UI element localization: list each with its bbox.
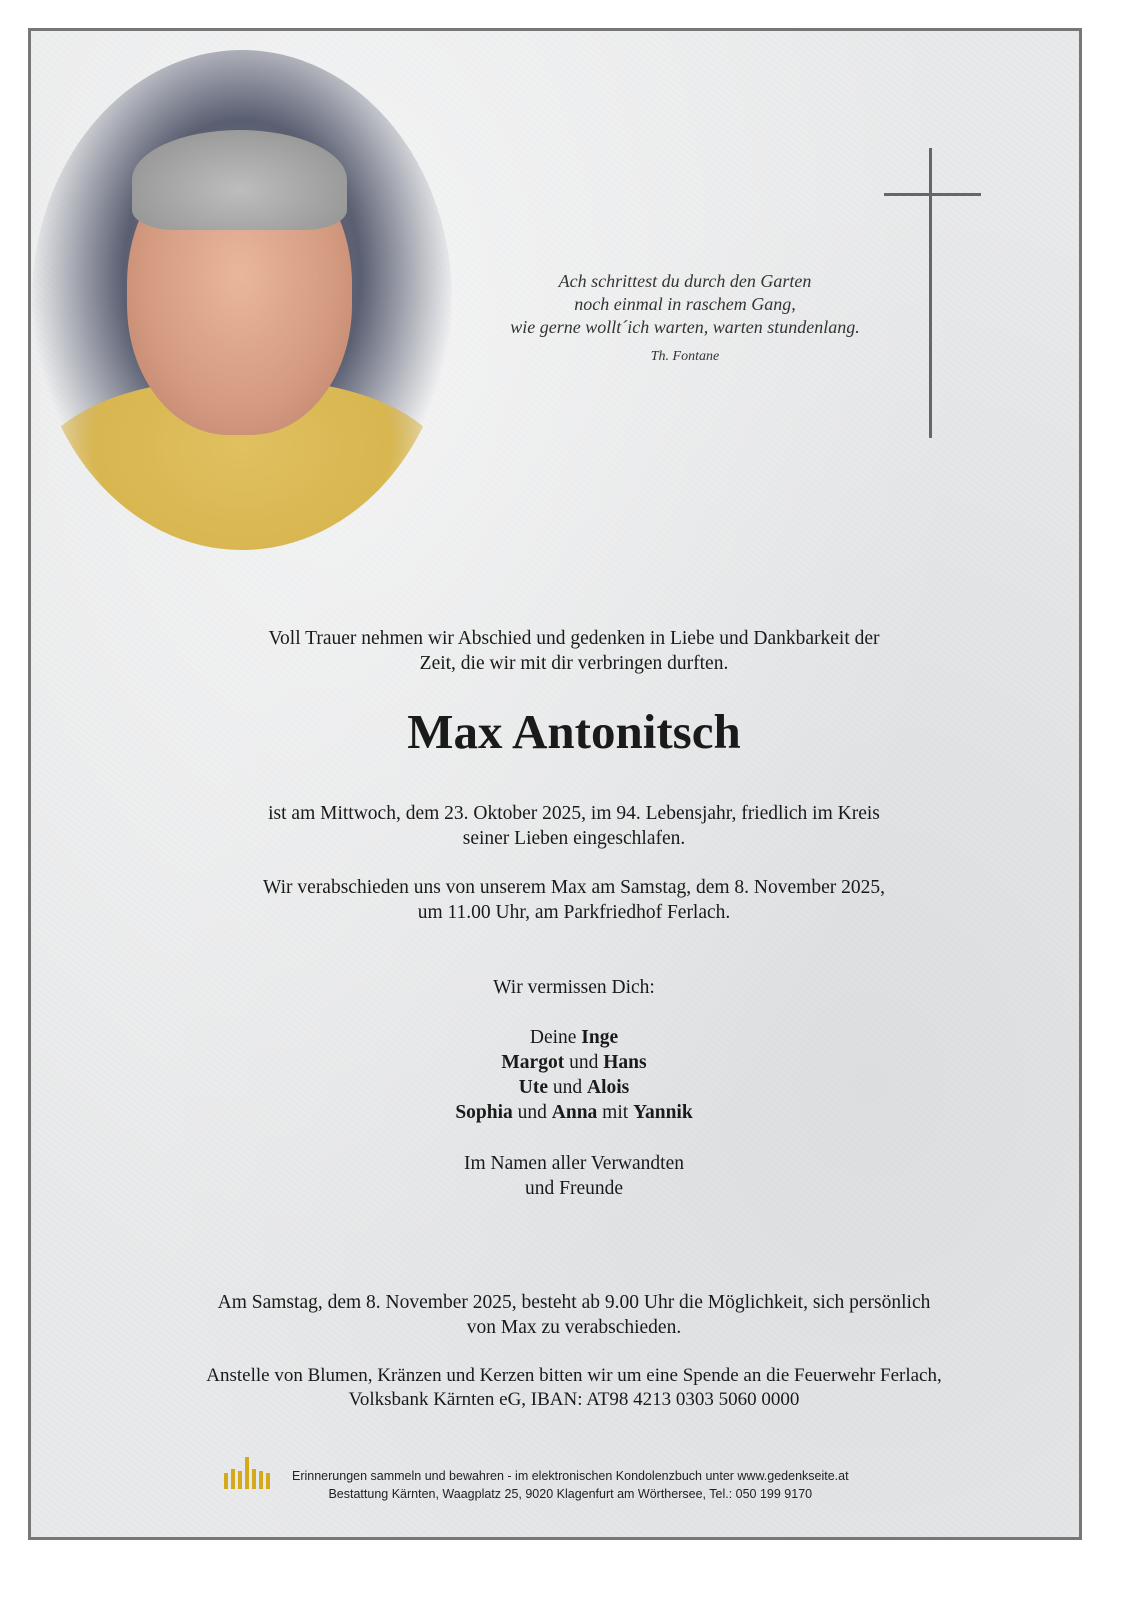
portrait-photo [32,50,452,550]
relatives-line: und Freunde [524,1178,624,1199]
quote-line: Ach schrittest du durch den Garten [558,271,812,291]
death-line: ist am Mittwoch, dem 23. Oktober 2025, im 94. Lebensjahr, friedlich im Kreis [268,803,880,824]
mourner-line: Sophia und Anna mit Yannik [455,1102,693,1123]
donation-line: Anstelle von Blumen, Kränzen und Kerzen bitten wir um eine Spende an die Feuerwehr Ferlach, [206,1365,942,1386]
cross-icon-bar [884,193,981,196]
funeral-line: um 11.00 Uhr, am Parkfriedhof Ferlach. [417,902,731,923]
footer [220,1455,920,1505]
footer-line: Erinnerungen sammeln und bewahren - im elektronischen Kondolenzbuch unter www.gedenkseite.at [292,1469,849,1483]
photo-hair [132,130,347,230]
intro-text [100,626,1048,676]
cross-icon [929,148,932,438]
viewing-text [100,1290,1048,1340]
mourners-list [100,1025,1048,1125]
quote-author: Th. Fontane [650,349,720,364]
bestattung-logo-icon [220,1455,280,1495]
death-line: seiner Lieben eingeschlafen. [462,828,686,849]
death-text [100,801,1048,851]
quote [470,270,900,368]
mourner-line: Deine Inge [529,1027,619,1048]
deceased-name: Max Antonitsch [407,704,741,759]
quote-line: wie gerne wollt´ich warten, warten stundenlang. [510,317,860,337]
footer-text [292,1467,849,1503]
donation-text [100,1364,1048,1412]
funeral-line: Wir verabschieden uns von unserem Max am Samstag, dem 8. November 2025, [263,877,885,898]
viewing-line: von Max zu verabschieden. [466,1317,682,1338]
quote-line: noch einmal in raschem Gang, [574,294,796,314]
relatives-line: Im Namen aller Verwandten [463,1153,684,1174]
intro-line: Zeit, die wir mit dir verbringen durften. [419,653,729,674]
donation-line: Volksbank Kärnten eG, IBAN: AT98 4213 0303 5060 0000 [348,1389,800,1410]
mourner-line: Ute und Alois [518,1077,630,1098]
footer-line: Bestattung Kärnten, Waagplatz 25, 9020 Klagenfurt am Wörthersee, Tel.: 050 199 9170 [328,1487,813,1501]
intro-line: Voll Trauer nehmen wir Abschied und gedenken in Liebe und Dankbarkeit der [268,628,880,649]
funeral-text [100,875,1048,925]
viewing-line: Am Samstag, dem 8. November 2025, besteht ab 9.00 Uhr die Möglichkeit, sich persönlich [217,1292,931,1313]
relatives-text [100,1151,1048,1201]
miss-text: Wir vermissen Dich: [493,977,655,998]
mourner-line: Margot und Hans [501,1052,647,1073]
